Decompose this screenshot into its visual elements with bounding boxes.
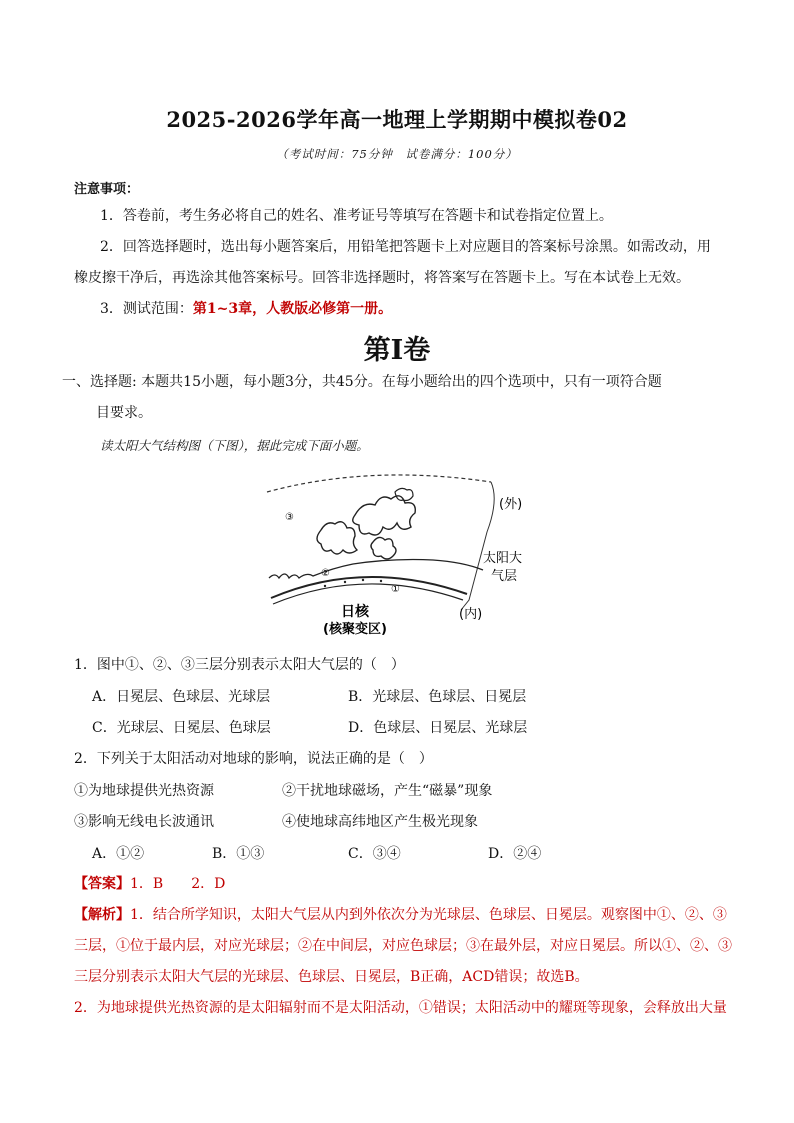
analysis-line-1: [74, 905, 727, 925]
layer-mark-1: ①: [391, 584, 400, 595]
q1-option-a: A．日冕层、色球层、光球层: [92, 689, 271, 705]
label-atmosphere-2: 气层: [491, 569, 518, 584]
chromosphere-wave: [269, 560, 483, 579]
test-scope: 第1~3章，人教版必修第一册。: [192, 301, 393, 317]
analysis-line-3: 三层分别表示太阳大气层的光球层、色球层、日冕层，B正确，ACD错误；故选B。: [74, 969, 589, 985]
atmosphere-bracket-line: [461, 482, 494, 610]
notes-heading: 注意事项：: [74, 182, 140, 197]
q2-option-a: A．①②: [92, 846, 145, 862]
note-item-3-prefix: 3．测试范围：: [100, 301, 193, 317]
exam-subtitle: （考试时间：75分钟 试卷满分：100分）: [276, 147, 518, 161]
photosphere-dot: [362, 579, 364, 581]
q1-option-c: C．光球层、日冕层、色球层: [92, 720, 271, 736]
q1-stem: 1．图中①、②、③三层分别表示太阳大气层的（ ）: [74, 657, 405, 673]
photosphere-dot: [344, 581, 346, 583]
prominence-shape-1: [353, 496, 416, 535]
note-item-1: 1．答卷前，考生务必将自己的姓名、准考证号等填写在答题卡和试卷指定位置上。: [100, 208, 613, 224]
outer-boundary-dashed: [267, 475, 491, 492]
analysis-label: 【解析】: [74, 907, 130, 923]
section-heading-line1: 一、选择题: 本题共15小题，每小题3分，共45分。在每小题给出的四个选项中，只有一项符合题: [62, 374, 662, 390]
answer-label: 【答案】: [74, 876, 130, 892]
solar-atmosphere-diagram: [255, 470, 545, 640]
analysis-text-1: 1．结合所学知识，太阳大气层从内到外依次分为光球层、色球层、日冕层。观察图中①、②、③: [130, 907, 727, 923]
prominence-shape-2: [317, 522, 357, 554]
analysis-line-4: 2．为地球提供光热资源的是太阳辐射而不是太阳活动，①错误；太阳活动中的耀斑等现象，会释放出大量: [74, 1000, 727, 1016]
q1-option-b: B．光球层、色球层、日冕层: [348, 689, 527, 705]
q2-statement-3: ③影响无线电长波通讯: [74, 814, 214, 830]
label-core-fusion: (核聚变区): [323, 622, 387, 637]
exam-title: 2025-2026学年高一地理上学期期中模拟卷02: [166, 107, 628, 132]
q2-option-b: B．①③: [212, 846, 265, 862]
material-intro: 读太阳大气结构图（下图），据此完成下面小题。: [100, 438, 369, 453]
q1-option-d: D．色球层、日冕层、光球层: [348, 720, 528, 736]
section-heading-line2: 目要求。: [96, 405, 152, 421]
layer-mark-3: ③: [285, 512, 294, 523]
q2-statement-2: ②干扰地球磁场，产生“磁暴”现象: [282, 783, 493, 799]
note-item-3: [100, 299, 392, 319]
photosphere-dot: [324, 585, 326, 587]
answer-text: 1．B 2．D: [130, 876, 226, 892]
label-outer: (外): [499, 497, 523, 512]
answer-block: [74, 874, 225, 894]
volume-title: 第Ⅰ卷: [363, 335, 431, 366]
label-core: 日核: [341, 604, 369, 620]
note-item-2-line1: 2．回答选择题时，选出每小题答案后，用铅笔把答题卡上对应题目的答案标号涂黑。如需改动，用: [100, 239, 711, 255]
q2-statement-1: ①为地球提供光热资源: [74, 783, 214, 799]
prominence-shape-3: [371, 537, 396, 559]
q2-stem: 2．下列关于太阳活动对地球的影响，说法正确的是（ ）: [74, 751, 433, 767]
prominence-shape-4: [395, 488, 413, 500]
photosphere-dot: [380, 580, 382, 582]
q2-option-d: D．②④: [488, 846, 542, 862]
layer-mark-2: ②: [321, 568, 330, 579]
q2-statement-4: ④使地球高纬地区产生极光现象: [282, 814, 478, 830]
analysis-line-2: 三层，①位于最内层，对应光球层；②在中间层，对应色球层；③在最外层，对应日冕层。所以①、②、③: [74, 938, 732, 954]
note-item-2-line2: 橡皮擦干净后，再选涂其他答案标号。回答非选择题时，将答案写在答题卡上。写在本试卷上无效。: [74, 270, 690, 286]
q2-option-c: C．③④: [348, 846, 401, 862]
label-atmosphere-1: 太阳大: [483, 551, 523, 566]
label-inner: (内): [459, 607, 483, 622]
